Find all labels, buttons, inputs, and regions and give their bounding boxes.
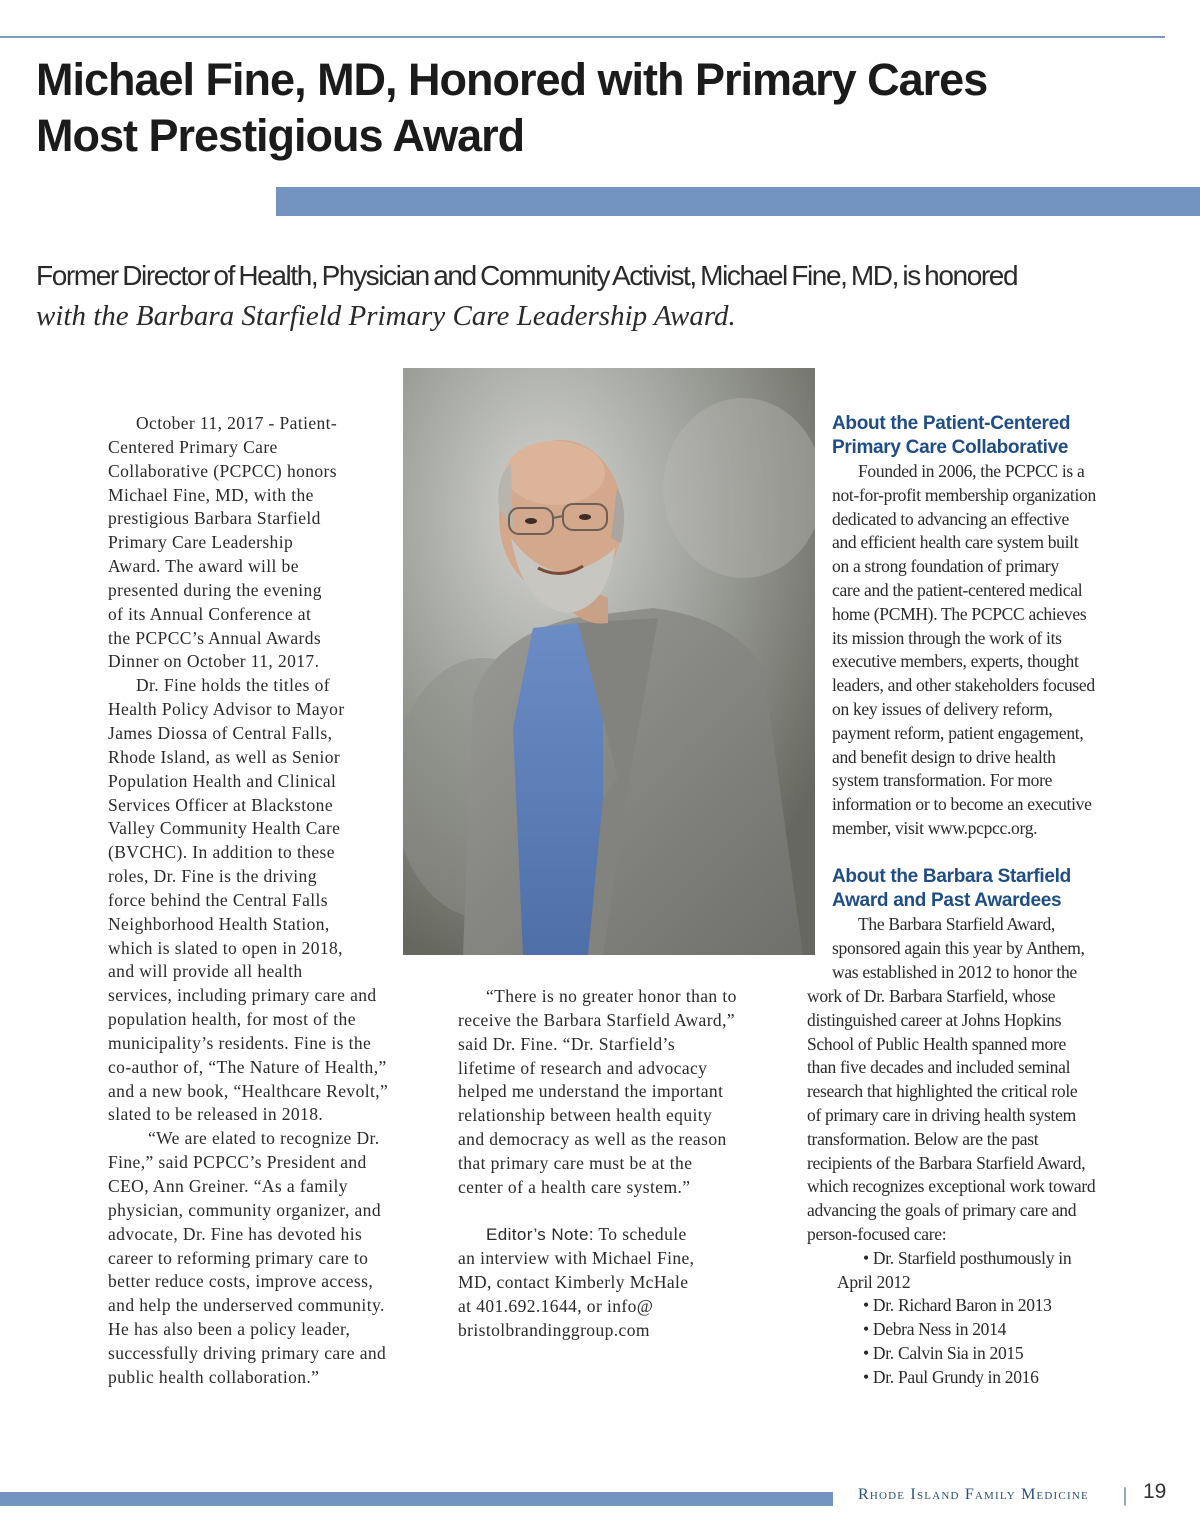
col1-line: “We are elated to recognize Dr. [148,1128,380,1149]
editor-note-label: Editor’s Note: [486,1225,594,1245]
awardee-list-item [807,1342,1147,1366]
col1-line: and a new book, “Healthcare Revolt,” [108,1080,389,1101]
quote-line: and democracy as well as the reason [458,1129,727,1150]
sidebar-line: leaders, and other stakeholders focused [832,675,1095,696]
portrait-photo [403,368,815,955]
col1-line: Services Officer at Blackstone [108,794,333,815]
col1-line: and will provide all health [108,961,303,982]
sidebar-line: work of Dr. Barbara Starfield, whose [807,986,1056,1006]
sidebar-line: member, visit www.pcpcc.org. [832,817,1038,838]
quote-line: said Dr. Fine. “Dr. Starfield’s [458,1033,676,1054]
quote-line: helped me understand the important [458,1081,724,1102]
col1-line: Award. The award will be [108,556,299,577]
article-column-2 [458,985,737,1343]
sidebar-line: advancing the goals of primary care and [807,1200,1077,1221]
article-column-1 [108,412,388,1390]
portrait-illustration [403,368,815,955]
col1-line: career to reforming primary care to [108,1247,369,1268]
editor-note-line: MD, contact Kimberly McHale [458,1272,689,1293]
sidebar-line: care and the patient-centered medical [832,579,1083,600]
sidebar-line: recipients of the Barbara Starfield Award, [807,1152,1086,1173]
footer-divider: | [1123,1484,1128,1506]
col1-line: physician, community organizer, and [108,1199,381,1220]
col1-line: Neighborhood Health Station, [108,913,330,934]
quote-line: “There is no greater honor than to [486,986,737,1006]
page-number: 19 [1143,1480,1167,1503]
col1-line: Primary Care Leadership [108,532,294,553]
headline-line-2: Most Prestigious Award [36,110,525,161]
col1-line: He has also been a policy leader, [108,1319,351,1340]
sidebar-line: on key issues of delivery reform, [832,698,1053,719]
awardee-name: Dr. Starfield posthumously in [872,1247,1072,1268]
sidebar-line: and benefit design to drive health [832,746,1056,767]
sidebar-line: system transformation. For more [832,770,1053,791]
sidebar-line: of primary care in driving health system [807,1104,1076,1125]
editor-note-line: bristolbrandinggroup.com [458,1319,650,1340]
col1-line: force behind the Central Falls [108,889,328,910]
col1-line: public health collaboration.” [108,1366,320,1387]
quote-line: lifetime of research and advocacy [458,1057,708,1078]
bullet-icon: • [863,1319,869,1340]
awardee-list-item [807,1247,1147,1271]
col1-line: (BVCHC). In addition to these [108,842,335,863]
bullet-icon: • [863,1295,869,1316]
sidebar-line: information or to become an executive [832,794,1092,815]
quote-line: that primary care must be at the [458,1152,693,1173]
col1-line: Centered Primary Care [108,436,278,457]
sidebar-line: than five decades and included seminal [807,1057,1071,1078]
col1-line: prestigious Barbara Starfield [108,508,321,529]
publication-name: Rhode Island Family Medicine [858,1486,1089,1503]
editor-note-line [458,1223,737,1247]
sidebar-line: its mission through the work of its [832,627,1062,648]
deck-line-1: Former Director of Health, Physician and Community Activist, Michael Fine, MD, is honored [36,260,1018,291]
col1-line: CEO, Ann Greiner. “As a family [108,1176,348,1196]
sidebar-line: The Barbara Starfield Award, [858,914,1055,934]
awardee-list-item [807,1366,1147,1390]
deck [36,256,1186,336]
quote-line: relationship between health equity [458,1105,713,1126]
footer-accent-band [0,1492,833,1506]
sidebar-heading: About the Patient-Centered [832,413,1071,434]
sidebar-about-pcpcc [832,412,1132,841]
col1-line: advocate, Dr. Fine has devoted his [108,1223,363,1244]
col1-line: roles, Dr. Fine is the driving [108,866,317,887]
top-rule [0,36,1165,38]
sidebar-line: dedicated to advancing an effective [832,508,1069,529]
bullet-icon: • [863,1247,869,1268]
awardee-list-item [807,1318,1147,1342]
sidebar-line: transformation. Below are the past [807,1128,1039,1149]
sidebar-line: research that highlighted the critical role [807,1081,1078,1102]
awardee-name: Dr. Paul Grundy in 2016 [872,1366,1039,1387]
col1-line: Valley Community Health Care [108,818,341,839]
editor-note-line: at 401.692.1644, or info@ [458,1295,654,1316]
col1-line: and help the underserved community. [108,1295,385,1316]
sidebar-line: was established in 2012 to honor the [832,961,1077,982]
awardee-name: Debra Ness in 2014 [872,1319,1007,1340]
title-accent-band [276,187,1200,216]
sidebar-line: payment reform, patient engagement, [832,722,1084,743]
col1-line: Population Health and Clinical [108,770,337,791]
col1-line: Rhode Island, as well as Senior [108,746,341,767]
sidebar-heading: Award and Past Awardees [832,890,1062,911]
col1-line: presented during the evening [108,579,322,600]
quote-line: receive the Barbara Starfield Award,” [458,1009,736,1030]
col1-line: co-author of, “The Nature of Health,” [108,1056,387,1077]
awardee-name: Dr. Richard Baron in 2013 [872,1295,1052,1316]
col1-line: population health, for most of the [108,1009,356,1030]
col1-line: municipality’s residents. Fine is the [108,1032,372,1053]
col1-line: Dr. Fine holds the titles of [136,675,330,696]
col1-line: of its Annual Conference at [108,603,312,624]
bullet-icon: • [863,1342,869,1363]
sidebar-line: distinguished career at Johns Hopkins [807,1009,1062,1030]
col1-line: October 11, 2017 - Patient- [136,413,338,433]
deck-line-2: with the Barbara Starfield Primary Care Leadership Award. [36,300,736,332]
col1-line: Collaborative (PCPCC) honors [108,460,337,481]
sidebar-line: not-for-profit membership organization [832,484,1096,505]
col1-line: services, including primary care and [108,985,377,1006]
awardee-continuation: April 2012 [837,1271,911,1292]
sidebar-line: and efficient health care system built [832,532,1079,553]
col1-line: successfully driving primary care and [108,1342,387,1363]
sidebar-line: which recognizes exceptional work toward [807,1176,1096,1197]
sidebar-line: person-focused care: [807,1223,947,1244]
sidebar-starfield-continued [807,985,1147,1390]
col1-line: James Diossa of Central Falls, [108,722,333,743]
bullet-icon: • [863,1366,869,1387]
col1-line: the PCPCC’s Annual Awards [108,627,322,648]
awardee-list-item [807,1294,1147,1318]
sidebar-line: School of Public Health spanned more [807,1033,1066,1054]
col1-line: Health Policy Advisor to Mayor [108,699,345,720]
sidebar-line: sponsored again this year by Anthem, [832,937,1085,958]
col1-line: better reduce costs, improve access, [108,1271,374,1292]
col1-line: which is slated to open in 2018, [108,937,343,958]
sidebar-line: executive members, experts, thought [832,651,1079,672]
headline [36,52,1156,164]
spacer [458,1200,737,1224]
sidebar-line: home (PCMH). The PCPCC achieves [832,603,1087,624]
sidebar-line: Founded in 2006, the PCPCC is a [858,461,1085,481]
sidebar-about-starfield-award [832,865,1132,984]
headline-line-1: Michael Fine, MD, Honored with Primary Cares [36,54,988,105]
sidebar-heading: About the Barbara Starfield [832,866,1071,887]
col1-line: Fine,” said PCPCC’s President and [108,1152,367,1173]
editor-note-text: To schedule [593,1224,687,1245]
col1-line: Dinner on October 11, 2017. [108,651,320,672]
editor-note-line: an interview with Michael Fine, [458,1248,695,1269]
col1-line: slated to be released in 2018. [108,1104,324,1125]
sidebar-heading: Primary Care Collaborative [832,437,1069,458]
sidebar-line: on a strong foundation of primary [832,556,1059,577]
awardee-name: Dr. Calvin Sia in 2015 [872,1342,1024,1363]
col1-line: Michael Fine, MD, with the [108,484,314,505]
quote-line: center of a health care system.” [458,1176,691,1197]
